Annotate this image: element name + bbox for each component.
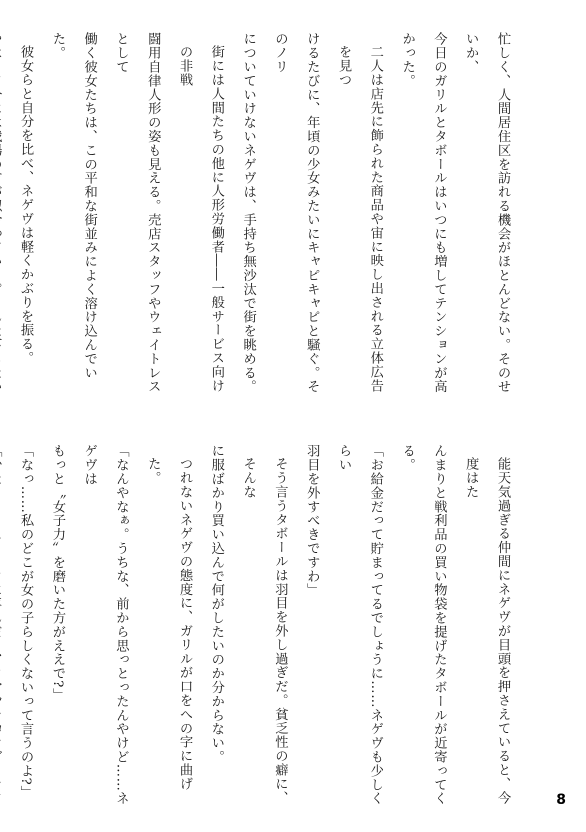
text-column	[0, 444, 9, 816]
text-column: 働く彼女たちは、この平和な街並みによく溶け込んでいた。	[49, 32, 97, 380]
text-column: についていけないネゲヴは、手持ち無沙汰で街を眺める。	[240, 32, 256, 394]
page-number: 8	[556, 792, 566, 808]
text-column: そう言うタボールは羽目を外し過ぎだ。貧乏性の癖に、そんな	[240, 457, 288, 805]
text-column: もっと〝女子力〟を磨いた方がええで?」	[49, 444, 65, 702]
text-column: 彼女らと自分を比べ、ネゲヴは軽くかぶりを振る。	[18, 45, 34, 365]
text-column: 能天気過ぎる仲間にネゲヴが目頭を押さえていると、今度はた	[463, 457, 510, 805]
top-text-block	[18, 32, 518, 404]
bottom-text-block	[18, 444, 518, 816]
text-column: 街には人間たちの他に人形労働者――一般サービス向けの非戦	[177, 45, 224, 393]
text-column: 羽目を外すべきですわ」	[304, 444, 320, 597]
text-column	[0, 32, 9, 404]
text-column: つれないネゲヴの態度に、ガリルが口をへの字に曲げた。	[145, 457, 193, 791]
text-column: けるたびに、年頃の少女みたいにキャピキャピと騒ぐ。そのノリ	[272, 32, 320, 394]
text-column: んまりと戦利品の買い物袋を提げたタボールが近寄ってくる。	[399, 444, 447, 806]
text-column: 「お給金だって貯まってるでしょうに……ネゲヴも少しくらい	[336, 444, 383, 806]
text-column: 闘用自律人形の姿も見える。売店スタッフやウェイトレスとして	[113, 32, 161, 394]
text-column: 忙しく、人間居住区を訪れる機会がほとんどない。そのせいか、	[463, 32, 510, 394]
text-column: に服ばかり買い込んで何がしたいのか分からない。	[208, 444, 224, 764]
text-column: 今日のガリルとタボールはいつにも増してテンションが高かった。	[399, 32, 447, 394]
text-column: 「なんやなぁ。うちな、前から思っとったんやけど……ネゲヴは	[81, 444, 129, 806]
text-column: 二人は店先に飾られた商品や宙に映し出される立体広告を見つ	[336, 45, 383, 393]
text-column: 「なっ……私のどこが女の子らしくないって言うのよ?」	[18, 444, 34, 800]
